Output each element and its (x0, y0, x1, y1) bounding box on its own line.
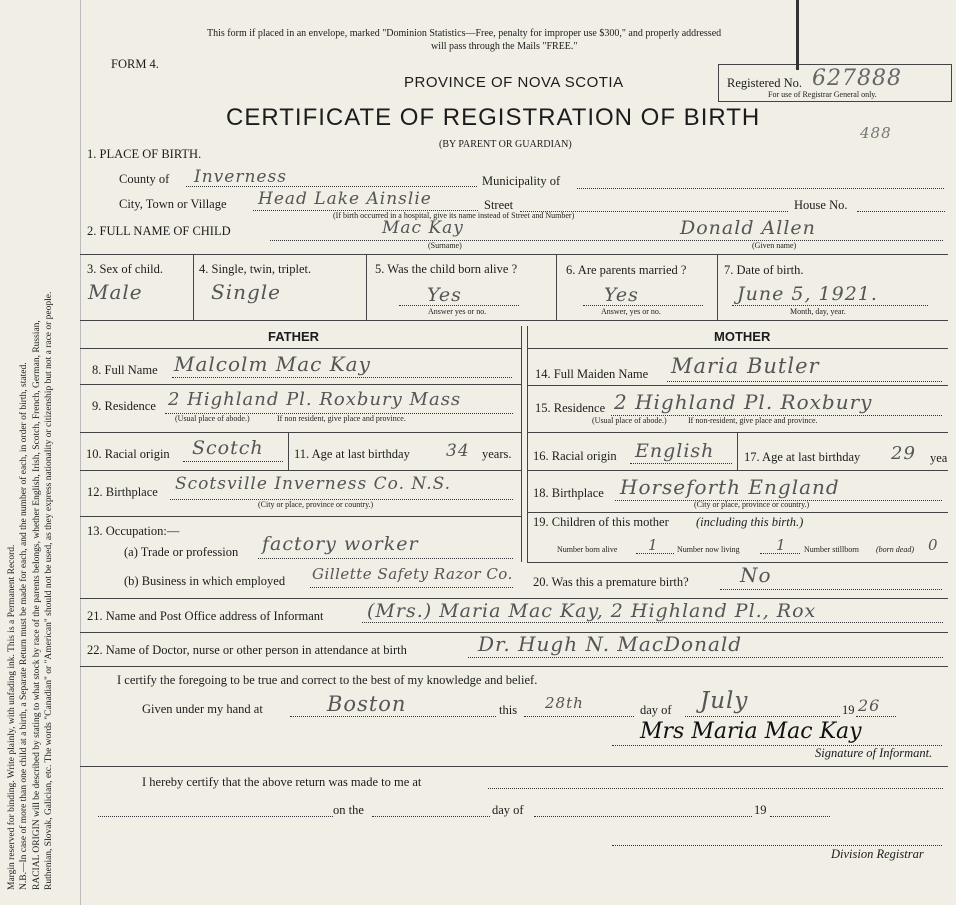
child-name-label: 2. FULL NAME OF CHILD (87, 224, 231, 238)
county-value: Inverness (194, 167, 287, 187)
father-racial-value: Scotch (192, 437, 264, 459)
city-value: Head Lake Ainslie (258, 189, 432, 209)
born-alive-count-label: Number born alive (557, 545, 618, 554)
form-number: FORM 4. (111, 57, 159, 71)
father-name-line (172, 377, 512, 378)
registrar-place-line (488, 788, 943, 789)
premature-label: 20. Was this a premature birth? (533, 575, 689, 589)
section-rule (80, 766, 948, 767)
date-of-birth-line (732, 305, 928, 306)
parents-right-divider (527, 326, 528, 562)
county-label: County of (119, 172, 170, 186)
mother-birthplace-value: Horseforth England (620, 475, 840, 499)
pen-stroke (796, 0, 799, 70)
mother-name-line (667, 381, 942, 382)
stillborn-note: (born dead) (876, 545, 914, 554)
business-line (310, 587, 513, 588)
registrar-signature-line (612, 845, 942, 846)
given-place-value: Boston (327, 692, 407, 716)
doctor-label: 22. Name of Doctor, nurse or other person in attendance at birth (87, 643, 407, 657)
year-value: 26 (858, 696, 881, 715)
stillborn-label: Number stillborn (804, 545, 859, 554)
certify-statement: I certify the foregoing to be true and correct to the best of my knowledge and belief. (117, 673, 538, 687)
section-rule (80, 598, 948, 599)
mother-birthplace-label: 18. Birthplace (533, 486, 604, 500)
born-alive-caption: Answer yes or no. (428, 307, 487, 316)
mother-name-value: Maria Butler (671, 354, 820, 378)
grid-bottom-rule (80, 320, 948, 321)
father-residence-value: 2 Highland Pl. Roxbury Mass (168, 389, 462, 410)
sex-label: 3. Sex of child. (87, 262, 164, 276)
premature-value: No (740, 563, 772, 587)
margin-rule (80, 0, 81, 905)
parents-married-value: Yes (604, 284, 639, 306)
trade-label: (a) Trade or profession (124, 545, 239, 559)
mother-age-value: 29 (891, 443, 916, 464)
registrar-month-line (534, 816, 752, 817)
occupation-label: 13. Occupation:— (87, 524, 180, 538)
registrar-use-note: For use of Registrar General only. (768, 90, 877, 99)
multiplicity-value: Single (211, 280, 282, 304)
father-racial-line (183, 461, 283, 462)
now-living-label: Number now living (677, 545, 740, 554)
parents-left-divider (521, 326, 522, 562)
children-label: 19. Children of this mother (533, 515, 669, 529)
business-value: Gillette Safety Razor Co. (312, 565, 513, 583)
grid-divider (366, 254, 367, 320)
margin-note-2: N.B.—In case of more than one child at a birth, a Separate Return must be made for each, and the number of each, in order of birth, stated. (19, 362, 30, 890)
mother-heading-rule (527, 348, 948, 349)
mother-residence-caption-2: If non-resident, give place and province. (688, 416, 818, 425)
informant-value: (Mrs.) Maria Mac Kay, 2 Highland Pl., Rox (367, 600, 817, 622)
registrar-year-prefix: 19 (754, 803, 767, 817)
father-birthplace-value: Scotsville Inverness Co. N.S. (175, 474, 452, 494)
municipality-line (577, 188, 944, 189)
mother-age-unit: yea (930, 451, 948, 465)
born-alive-count: 1 (648, 536, 659, 554)
signature-caption: Signature of Informant. (815, 746, 933, 760)
house-label: House No. (794, 198, 848, 212)
mother-racial-line (630, 463, 732, 464)
registrar-year-line (770, 816, 830, 817)
trade-line (258, 558, 513, 559)
date-of-birth-value: June 5, 1921. (737, 283, 878, 305)
day-of-label: day of (640, 703, 672, 717)
given-year-line (856, 716, 896, 717)
registrar-start-line (98, 816, 333, 817)
city-label: City, Town or Village (119, 197, 227, 211)
business-label: (b) Business in which employed (124, 574, 286, 588)
parents-married-label: 6. Are parents married ? (566, 263, 687, 277)
mother-residence-label: 15. Residence (535, 401, 606, 415)
father-heading: FATHER (268, 329, 320, 344)
mother-name-label: 14. Full Maiden Name (535, 367, 649, 381)
mother-row-rule (527, 385, 948, 386)
margin-note-3: RACIAL ORIGIN will be described by stating to what stock by race of the parents belongs, whether English, Irish, Scotch, French, German, Russian, (31, 320, 42, 890)
province-heading: PROVINCE OF NOVA SCOTIA (404, 74, 624, 91)
mother-row-rule (527, 470, 948, 471)
division-registrar-caption: Division Registrar (831, 847, 924, 861)
mother-residence-caption-1: (Usual place of abode.) (592, 416, 667, 425)
grid-divider (556, 254, 557, 320)
father-racial-label: 10. Racial origin (86, 447, 170, 461)
mother-residence-value: 2 Highland Pl. Roxbury (614, 390, 873, 414)
father-name-label: 8. Full Name (92, 363, 158, 377)
municipality-label: Municipality of (482, 174, 561, 188)
children-note: (including this birth.) (696, 515, 804, 529)
father-birthplace-label: 12. Birthplace (87, 485, 158, 499)
father-birthplace-caption: (City or place, province or country.) (258, 500, 374, 509)
multiplicity-label: 4. Single, twin, triplet. (199, 262, 312, 276)
year-prefix: 19 (842, 703, 855, 717)
mother-racial-label: 16. Racial origin (533, 449, 617, 463)
father-heading-rule (80, 348, 521, 349)
this-label: this (499, 703, 518, 717)
child-name-line (270, 240, 943, 241)
father-age-value: 34 (446, 441, 470, 461)
now-living-count-line (760, 553, 800, 554)
father-row-rule (80, 470, 521, 471)
date-of-birth-caption: Month, day, year. (790, 307, 846, 316)
mother-racial-value: English (635, 440, 715, 462)
date-of-birth-label: 7. Date of birth. (724, 263, 804, 277)
mail-notice-2: will pass through the Mails "FREE." (431, 41, 578, 52)
registrar-day-of: day of (492, 803, 524, 817)
registrar-day-line (372, 816, 490, 817)
section-rule (80, 666, 948, 667)
margin-note-1: Margin reserved for binding. Write plainly, with unfading ink. This is a Permanent Record. (7, 544, 17, 890)
grid-top-rule (80, 254, 948, 255)
place-of-birth-label: 1. PLACE OF BIRTH. (87, 147, 202, 161)
mail-notice-1: This form if placed in an envelope, marked "Dominion Statistics—Free, penalty for improper use $300," and properly addressed (207, 28, 722, 39)
certificate-subtitle: (BY PARENT OR GUARDIAN) (439, 139, 572, 150)
given-under-label: Given under my hand at (142, 702, 263, 716)
house-line (857, 211, 945, 212)
father-residence-caption-2: If non resident, give place and province. (277, 414, 406, 423)
registered-number: 627888 (812, 66, 902, 91)
margin-note-4: Ruthenian, Slovak, Galician, etc. The words "Canadian" or "American" should not be used, as they express nationality or citizenship but not a race or people. (43, 291, 54, 890)
father-row-rule (80, 516, 521, 517)
registrar-statement: I hereby certify that the above return was made to me at (142, 775, 422, 789)
margin-notes (6, 292, 55, 890)
doctor-value: Dr. Hugh N. MacDonald (478, 632, 743, 656)
mother-heading: MOTHER (714, 329, 771, 344)
surname-caption: (Surname) (428, 241, 462, 250)
father-cell-divider (288, 432, 289, 470)
father-name-value: Malcolm Mac Kay (174, 352, 371, 376)
registered-label: Registered No. (727, 76, 802, 90)
father-row-rule (80, 432, 521, 433)
given-month-line (685, 716, 840, 717)
parents-married-caption: Answer, yes or no. (601, 307, 661, 316)
grid-divider (193, 254, 194, 320)
given-month-value: July (700, 688, 749, 714)
street-label: Street (484, 198, 514, 212)
mother-row-rule (527, 562, 948, 563)
sex-value: Male (88, 280, 143, 304)
stillborn-count: 0 (928, 536, 939, 554)
father-residence-label: 9. Residence (92, 399, 156, 413)
born-alive-value: Yes (427, 284, 462, 306)
premature-line (720, 589, 942, 590)
corner-mark: 488 (860, 124, 892, 142)
given-place-line (290, 716, 496, 717)
informant-line (362, 622, 943, 623)
father-row-rule (80, 384, 521, 385)
father-residence-caption-1: (Usual place of abode.) (175, 414, 250, 423)
mother-birthplace-caption: (City or place, province or country.) (694, 500, 810, 509)
certificate-title: CERTIFICATE OF REGISTRATION OF BIRTH (226, 104, 761, 131)
informant-signature: Mrs Maria Mac Kay (640, 719, 862, 744)
father-age-label: 11. Age at last birthday (294, 447, 410, 461)
born-alive-label: 5. Was the child born alive ? (375, 262, 518, 276)
mother-cell-divider (737, 432, 738, 470)
now-living-count: 1 (776, 536, 787, 554)
given-day-line (524, 716, 634, 717)
mother-age-label: 17. Age at last birthday (744, 450, 861, 464)
mother-row-rule (527, 512, 948, 513)
informant-label: 21. Name and Post Office address of Informant (87, 609, 324, 623)
registrar-on-the: on the (333, 803, 364, 817)
child-surname: Mac Kay (382, 218, 464, 238)
grid-divider (717, 254, 718, 320)
child-given-name: Donald Allen (680, 217, 816, 239)
given-caption: (Given name) (752, 241, 797, 250)
born-alive-line (399, 305, 519, 306)
trade-value: factory worker (262, 533, 419, 555)
father-age-unit: years. (482, 447, 512, 461)
born-alive-count-line (636, 553, 674, 554)
parents-married-line (583, 305, 703, 306)
doctor-line (468, 657, 943, 658)
given-day-value: 28th (545, 694, 584, 712)
hospital-note: (If birth occurred in a hospital, give its name instead of Street and Number) (333, 211, 575, 220)
